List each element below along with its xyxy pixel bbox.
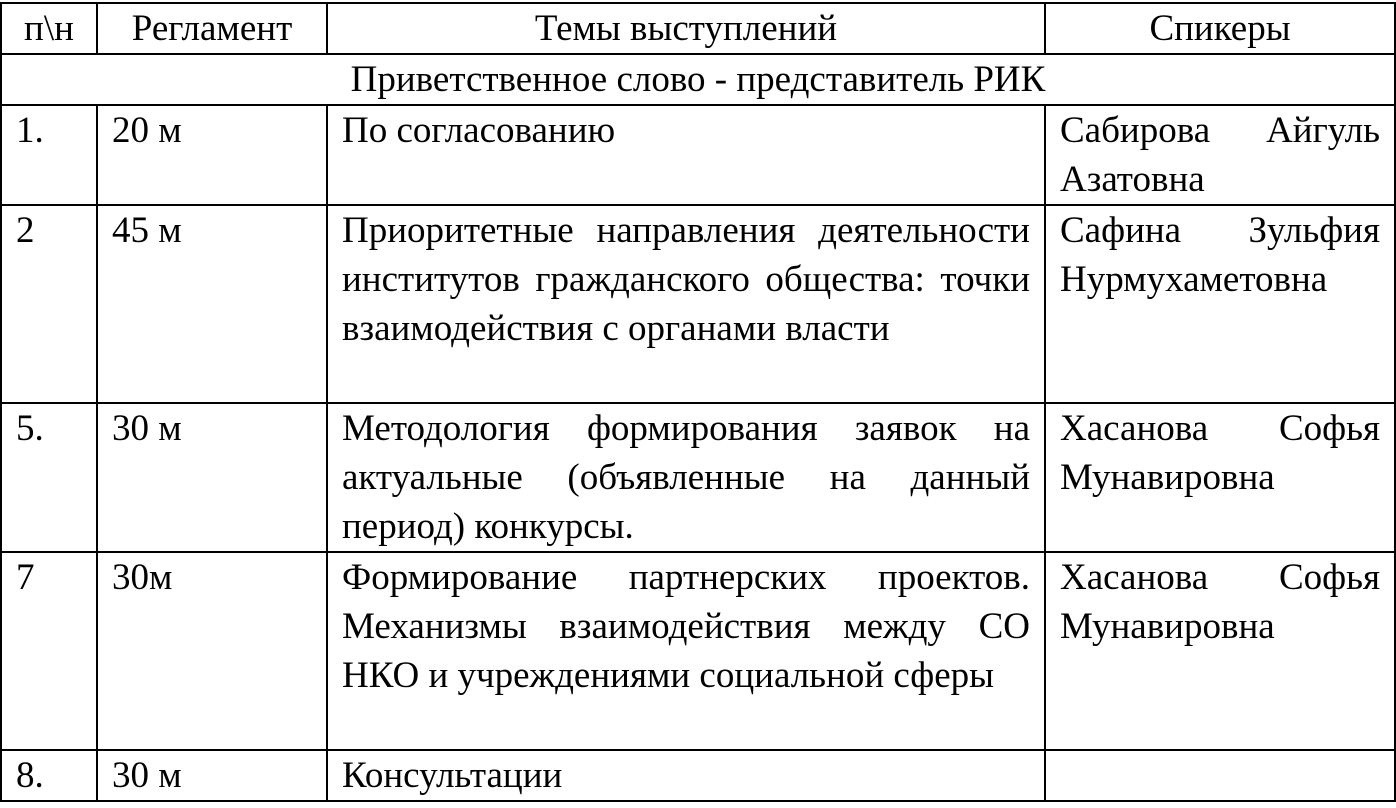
row-num: 8. (1, 750, 97, 801)
table-row (1, 552, 1395, 750)
row-topic: Консультации (327, 750, 1045, 801)
row-reglament: 30 м (97, 403, 327, 552)
table-row (1, 403, 1395, 552)
row-reglament: 30 м (97, 750, 327, 801)
row-speaker: Сафина Зульфия Нурмухаметовна (1045, 205, 1395, 403)
header-row (1, 3, 1395, 54)
row-speaker (1045, 750, 1395, 801)
row-topic: Приоритетные направления деятельности институтов гражданского общества: точки взаимодействия с органами власти (327, 205, 1045, 403)
row-num: 2 (1, 205, 97, 403)
table-row (1, 750, 1395, 801)
row-num: 7 (1, 552, 97, 750)
header-speakers: Спикеры (1045, 3, 1395, 54)
row-topic: По согласованию (327, 105, 1045, 205)
row-topic: Формирование партнерских проектов. Механизмы взаимодействия между СО НКО и учреждениями социальной сферы (327, 552, 1045, 750)
header-num: п\н (1, 3, 97, 54)
section-title: Приветственное слово - представитель РИК (1, 54, 1395, 105)
agenda-table (0, 2, 1396, 802)
header-topics: Темы выступлений (327, 3, 1045, 54)
table-row (1, 105, 1395, 205)
row-reglament: 30м (97, 552, 327, 750)
row-num: 1. (1, 105, 97, 205)
row-speaker: Хасанова Софья Мунавировна (1045, 552, 1395, 750)
table-row (1, 205, 1395, 403)
row-reglament: 20 м (97, 105, 327, 205)
row-speaker: Хасанова Софья Мунавировна (1045, 403, 1395, 552)
row-reglament: 45 м (97, 205, 327, 403)
row-speaker: Сабирова Айгуль Азатовна (1045, 105, 1395, 205)
row-num: 5. (1, 403, 97, 552)
row-topic: Методология формирования заявок на актуальные (объявленные на данный период) конкурсы. (327, 403, 1045, 552)
section-row (1, 54, 1395, 105)
header-reglament: Регламент (97, 3, 327, 54)
